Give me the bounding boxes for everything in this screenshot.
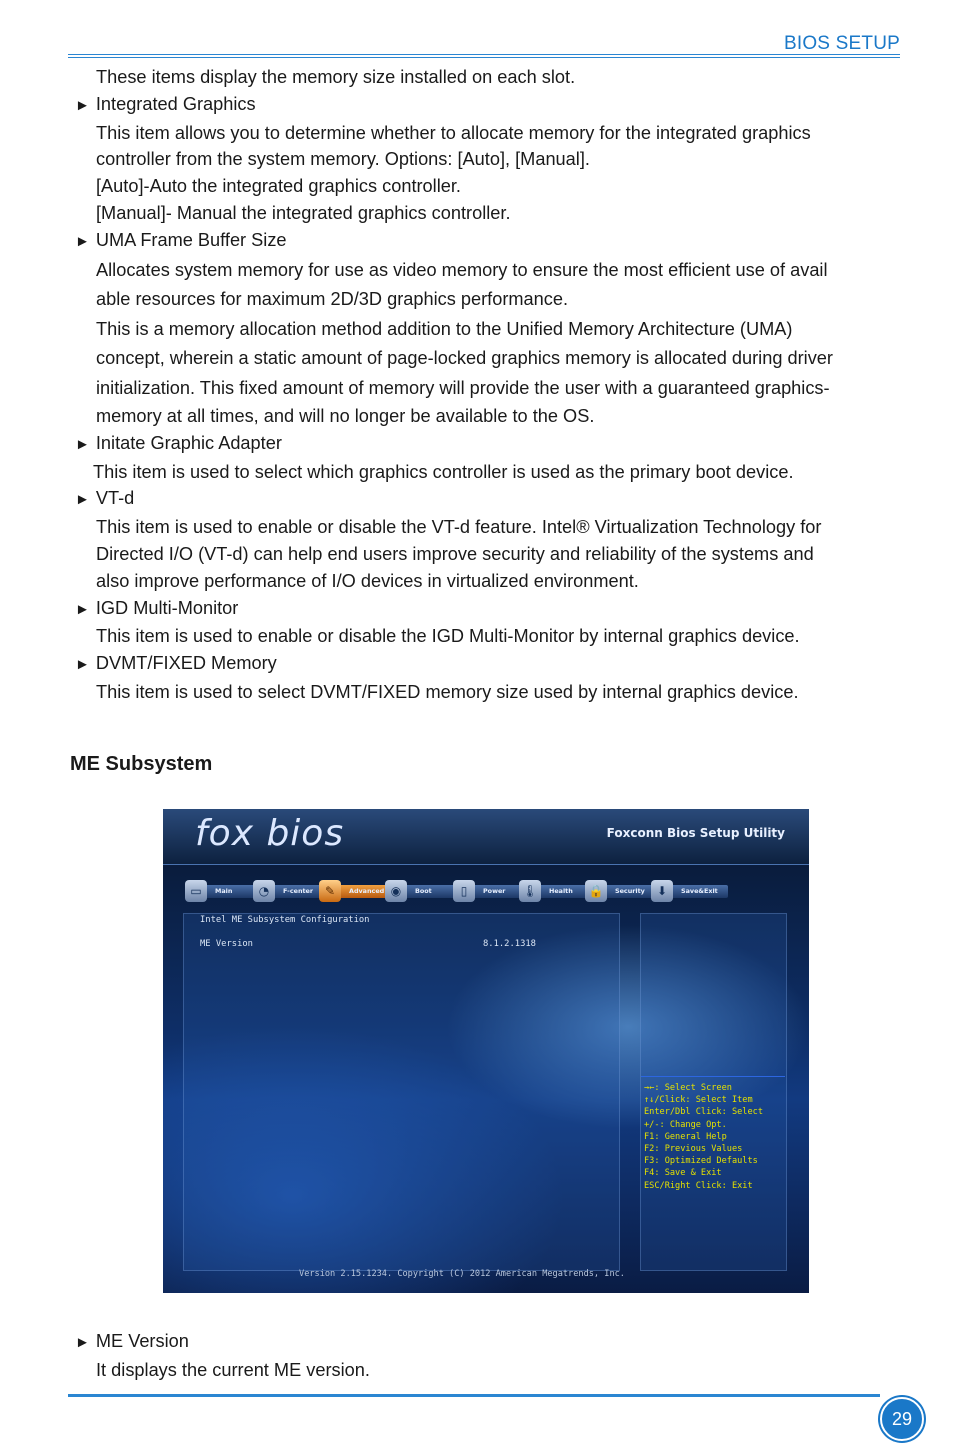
tab-label: Advanced — [337, 885, 394, 898]
text-line: [Auto]-Auto the integrated graphics controller. — [96, 176, 461, 197]
gauge-icon: ◔ — [253, 880, 275, 902]
body-content — [70, 64, 900, 706]
tab-advanced[interactable] — [319, 878, 394, 904]
config-title: Intel ME Subsystem Configuration — [200, 915, 370, 925]
footer-rule — [68, 1394, 880, 1397]
tab-save-exit[interactable] — [651, 878, 728, 904]
battery-icon: ▯ — [453, 880, 475, 902]
initiate-heading — [70, 430, 900, 459]
tab-label: Boot — [403, 885, 455, 898]
bios-tab-bar — [185, 878, 718, 904]
slot-text: These items display the memory size installed on each slot. — [96, 67, 576, 87]
bios-screenshot — [163, 809, 809, 1293]
heading-text: ME Version — [95, 1331, 189, 1351]
heading-text: VT-d — [95, 488, 135, 509]
page-number: 29 — [880, 1397, 924, 1441]
heading-text: Initate Graphic Adapter — [95, 432, 282, 453]
tab-label: Save&Exit — [669, 885, 728, 898]
text-line: concept, wherein a static amount of page-locked graphics memory is allocated during driver — [96, 348, 833, 369]
tab-main[interactable] — [185, 878, 255, 904]
help-line: F3: Optimized Defaults — [644, 1156, 758, 1167]
tab-label: Main — [203, 885, 255, 898]
text-line: This item is used to select which graphics controller is used as the primary boot device. — [93, 461, 794, 482]
tab-label: F-center — [271, 885, 323, 898]
help-line: F4: Save & Exit — [644, 1168, 722, 1179]
heading-text: DVMT/FIXED Memory — [95, 653, 277, 674]
uma-heading — [70, 227, 900, 256]
dvmt-heading — [70, 650, 900, 679]
help-line: ESC/Right Click: Exit — [644, 1180, 753, 1191]
heading-text: UMA Frame Buffer Size — [95, 229, 287, 250]
tab-label: Health — [537, 885, 589, 898]
tab-f-center[interactable] — [253, 878, 323, 904]
heading-text: IGD Multi-Monitor — [95, 597, 239, 618]
help-line: F2: Previous Values — [644, 1144, 743, 1155]
triangle-bullet-icon: ► — [75, 435, 90, 453]
tab-power[interactable] — [453, 878, 523, 904]
help-line: F1: General Help — [644, 1131, 727, 1142]
help-line: →←: Select Screen — [644, 1083, 732, 1093]
me-version-heading — [70, 1328, 900, 1357]
help-divider — [641, 1076, 785, 1077]
text-line: also improve performance of I/O devices in virtualized environment. — [96, 570, 639, 591]
bios-logo: fox bios — [195, 813, 345, 854]
bios-top-bar — [163, 809, 809, 865]
text-line: initialization. This fixed amount of memory will provide the user with a guaranteed graphics- — [96, 377, 830, 398]
bios-footer — [163, 1269, 809, 1279]
text-line: It displays the current ME version. — [96, 1359, 370, 1380]
lock-icon: 🔒 — [585, 880, 607, 902]
text-line: controller from the system memory. Options: [Auto], [Manual]. — [96, 149, 590, 170]
text-line: This item allows you to determine whether to allocate memory for the integrated graphics — [96, 122, 811, 143]
text-line: Directed I/O (VT-d) can help end users improve security and reliability of the systems and — [96, 544, 814, 565]
me-version-section — [70, 1328, 900, 1384]
bios-main-panel — [183, 913, 620, 1271]
wrench-icon: ✎ — [319, 880, 341, 902]
triangle-bullet-icon: ► — [75, 96, 90, 114]
tab-health[interactable] — [519, 878, 589, 904]
help-line: ↑↓/Click: Select Item — [644, 1095, 753, 1106]
header-rule — [68, 54, 900, 58]
monitor-icon: ▭ — [185, 880, 207, 902]
triangle-bullet-icon: ► — [75, 1334, 90, 1351]
tab-label: Power — [471, 885, 523, 898]
text-line: This item is used to enable or disable the IGD Multi-Monitor by internal graphics device. — [96, 626, 800, 647]
text-line: Allocates system memory for use as video memory to ensure the most efficient use of avail — [96, 259, 828, 280]
text-line: [Manual]- Manual the integrated graphics controller. — [96, 202, 511, 223]
triangle-bullet-icon: ► — [75, 232, 90, 250]
tab-label: Security — [603, 885, 655, 898]
triangle-bullet-icon: ► — [75, 600, 90, 618]
thermometer-icon: 🌡 — [519, 880, 541, 902]
triangle-bullet-icon: ► — [75, 656, 90, 674]
text-line: This item is used to select DVMT/FIXED memory size used by internal graphics device. — [96, 682, 799, 703]
tab-boot[interactable] — [385, 878, 455, 904]
me-version-label: ME Version — [200, 939, 253, 949]
text-line: memory at all times, and will no longer be available to the OS. — [96, 406, 595, 427]
text-line: This item is used to enable or disable the VT-d feature. Intel® Virtualization Technology for — [96, 517, 822, 538]
bios-utility-title: Foxconn Bios Setup Utility — [606, 826, 785, 840]
bios-footer-text: Version 2.15.1234. Copyright (C) 2012 American Megatrends, Inc. — [299, 1269, 625, 1279]
disc-icon: ◉ — [385, 880, 407, 902]
help-text — [644, 1082, 763, 1192]
help-line: Enter/Dbl Click: Select — [644, 1107, 763, 1118]
tab-security[interactable] — [585, 878, 655, 904]
vtd-heading — [70, 485, 900, 514]
igd-heading — [70, 595, 900, 624]
me-version-value: 8.1.2.1318 — [483, 939, 536, 949]
header-title: BIOS SETUP — [783, 33, 900, 54]
integrated-graphics-heading — [70, 91, 900, 120]
text-line: This is a memory allocation method addition to the Unified Memory Architecture (UMA) — [96, 318, 793, 339]
save-icon: ⬇ — [651, 880, 673, 902]
help-line: +/-: Change Opt. — [644, 1119, 727, 1130]
heading-text: Integrated Graphics — [95, 93, 256, 114]
triangle-bullet-icon: ► — [75, 491, 90, 509]
section-title: ME Subsystem — [70, 753, 213, 775]
text-line: able resources for maximum 2D/3D graphics performance. — [96, 289, 569, 310]
